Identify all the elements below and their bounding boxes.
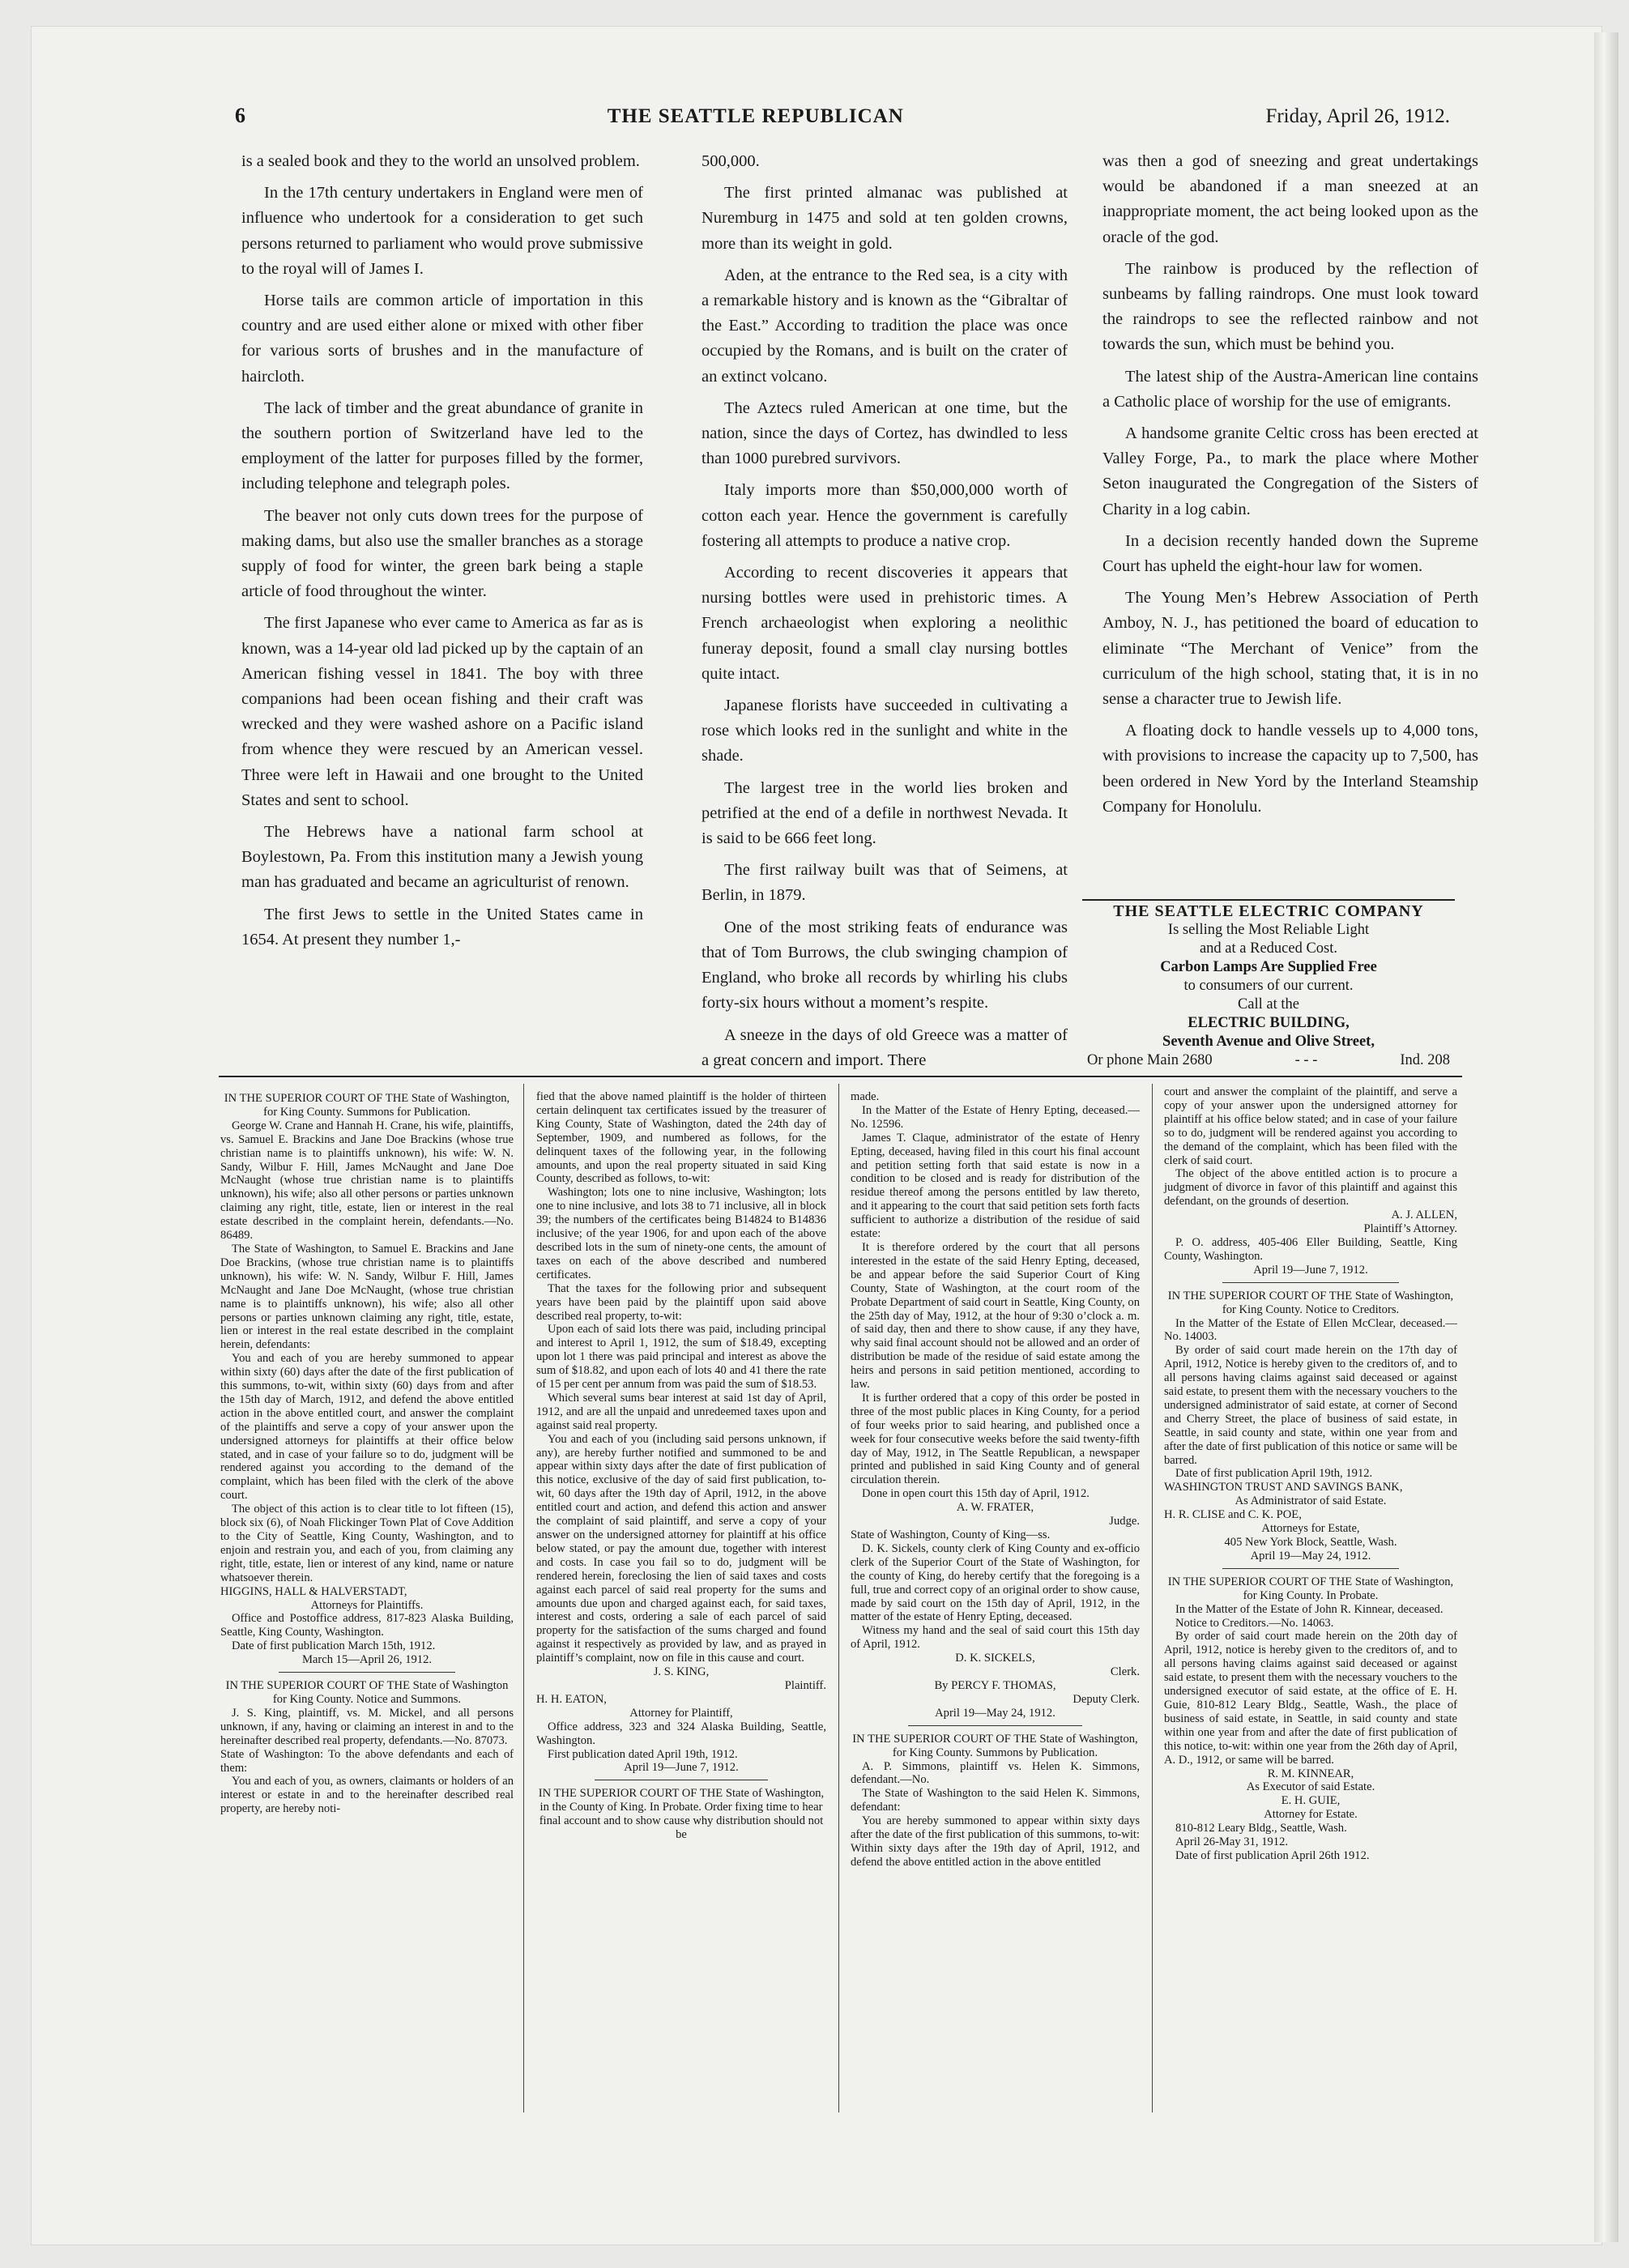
paragraph: A floating dock to handle vessels up to 4,000 tons, with provisions to increase the capacity up to 7,500, has been ordered in New Yord by the Interland Steamship Company for Honolulu. (1102, 722, 1478, 816)
legal-column-1 (220, 1092, 514, 1816)
ad-headline: THE SEATTLE ELECTRIC COMPANY (1113, 902, 1424, 920)
attorney-name: E. H. GUIE, (1281, 1794, 1341, 1808)
ad-phone-main: Or phone Main 2680 (1087, 1052, 1213, 1068)
legal-heading: IN THE SUPERIOR COURT OF THE State of Washington, for King County. Notice to Creditors. (1167, 1289, 1454, 1316)
paragraph: The rainbow is produced by the reflection of sunbeams by falling raindrops. One must look toward the raindrops to see the reflected rainbow and not towards the sun, which must be behind you. (1102, 259, 1478, 354)
ad-line: to consumers of our current. (1183, 978, 1354, 994)
publication-range: April 19—June 7, 1912. (1253, 1263, 1368, 1277)
notice-divider (908, 1725, 1081, 1726)
column-1 (241, 149, 643, 959)
attorney-role: Attorneys for Estate, (1261, 1522, 1360, 1536)
paragraph: In the 17th century undertakers in England were men of influence who undertook for a consideration to get such persons returned to parliament who would prove submissive to the royal will of James I. (241, 184, 643, 278)
publication-range: March 15—April 26, 1912. (301, 1653, 433, 1667)
paragraph: The Aztecs ruled American at one time, but the nation, since the days of Cortez, has dwindled to less than 1000 purebred survivors. (701, 399, 1068, 468)
column-2 (701, 149, 1068, 1080)
legal-paragraph: You and each of you, as owners, claimants or holders of an interest or estate in and to the hereinafter described real property, are hereby noti- (220, 1775, 514, 1816)
paragraph: 500,000. (701, 152, 760, 170)
legal-paragraph: A. P. Simmons, plaintiff vs. Helen K. Simmons, defendant.—No. (851, 1759, 1140, 1787)
attorney-address: Office and Postoffice address, 817-823 Alaska Building, Seattle, King County, Washington. (220, 1612, 514, 1639)
legal-paragraph: made. (851, 1090, 880, 1103)
publication-date: First publication dated April 19th, 1912. (548, 1747, 738, 1761)
ad-line: and at a Reduced Cost. (1199, 940, 1338, 957)
legal-paragraph: James T. Claque, administrator of the estate of Henry Epting, deceased, having filed in this court his final account and petition setting forth that said estate is now in a condition to be closed and is ready for distribution of the residue thereof among the persons entitled by law thereto, and it appearing to the court that said petition sets forth facts sufficient to authorize a distribution of the residue of said estate: (851, 1131, 1140, 1241)
legal-paragraph: fied that the above named plaintiff is the holder of thirteen certain delinquent tax certificates issued by the treasurer of King County, State of Washington, dated the 24th day of September, 1909, and numbered as follows, for the delinquent taxes of the following year, in the following amounts, and upon the real property situated in said King County, described as follows, to-wit: (536, 1090, 826, 1186)
publication-range: April 19—May 24, 1912. (1250, 1549, 1371, 1562)
paragraph: In a decision recently handed down the Supreme Court has upheld the eight-hour law for women. (1102, 531, 1478, 576)
paragraph: Horse tails are common article of importation in this country and are used either alone or mixed with other fiber for various sorts of brushes and in the manufacture of haircloth. (241, 292, 643, 386)
signature: A. J. ALLEN, (1391, 1209, 1457, 1222)
ad-line: ELECTRIC BUILDING, (1188, 1015, 1350, 1031)
legal-paragraph: It is therefore ordered by the court that all persons interested in the estate of the said Henry Epting, deceased, be and appear before the said Superior Court of King County, State of Washington, at the court room of the Probate Department of said court in Seattle, King County, on the 25th day of May, 1912, at the hour of 9:30 o’clock a. m. of said day, then and there to show cause, if any they have, why said final account should not be allowed and an order of distribution be made of the residue of said estate among the heirs and persons in said petition mentioned, according to law. (851, 1240, 1140, 1392)
ad-line: Seventh Avenue and Olive Street, (1162, 1034, 1375, 1050)
legal-paragraph: D. K. Sickels, county clerk of King County and ex-officio clerk of the Superior Court of the State of Washington, for the county of King, do hereby certify that the foregoing is a full, true and correct copy of an original order to show cause, made by said court on the 15th day of April, 1912, in the matter of the estate of Henry Epting, deceased. (851, 1541, 1141, 1624)
page-number: 6 (235, 104, 245, 127)
column-rule (1152, 1084, 1153, 2112)
notice-divider (1222, 1282, 1398, 1283)
legal-heading: IN THE SUPERIOR COURT OF THE State of Washington, for King County. Summons by Publication. (852, 1732, 1138, 1759)
paragraph: Japanese florists have succeeded in cultivating a rose which looks red in the sunlight and white in the shade. (701, 697, 1068, 765)
legal-paragraph: You are hereby summoned to appear within sixty days after the date of the first publication of this summons, to-wit: Within sixty days after the 19th day of April, 1912, and defend the above entitled action in the above entitled (851, 1814, 1140, 1869)
ad-top-rule (1082, 899, 1455, 901)
legal-heading: IN THE SUPERIOR COURT OF THE State of Washington, in the County of King. In Probate. Order fixing time to hear final account and to show cause why distribution should not be (538, 1787, 825, 1842)
notice-divider (1222, 1568, 1398, 1569)
section-rule (219, 1076, 1462, 1077)
judge-name: A. W. FRATER, (956, 1501, 1034, 1515)
paragraph: Italy imports more than $50,000,000 worth of cotton each year. Hence the government is carefully fostering all attempts to produce a native crop. (701, 481, 1068, 550)
legal-heading: IN THE SUPERIOR COURT OF THE State of Washington for King County. Notice and Summons. (225, 1679, 509, 1706)
paragraph: According to recent discoveries it appears that nursing bottles were used in prehistoric times. A French archaeologist when exploring a neolithic funeray deposit, found a small clay nursing bottles quite intact. (701, 564, 1068, 683)
publication-range: April 26-May 31, 1912. (1175, 1835, 1289, 1849)
notice-divider (279, 1672, 454, 1673)
issue-date: Friday, April 26, 1912. (1265, 105, 1450, 127)
judge-role: Judge. (1109, 1515, 1140, 1528)
administrator-role: As Administrator of said Estate. (1235, 1494, 1387, 1508)
legal-paragraph: Done in open court this 15th day of April, 1912. (862, 1487, 1090, 1501)
legal-paragraph: By order of said court made herein on the 20th day of April, 1912, notice is hereby given to the creditors of, and to all persons having claims against said deceased or against said estate, to present them with the necessary vouchers to the undersigned executor of said estate, at the office of E. H. Guie, 810-812 Leary Bldg., Seattle, Wash., the place of business of said estate, in Seattle, in said county and state within one year from and after the date of first publication of this notice, to-wit: within one year from the 26th day of April, A. D., 1912, or same will be barred. (1164, 1630, 1457, 1767)
legal-heading: IN THE SUPERIOR COURT OF THE State of Washington, for King County. In Probate. (1167, 1575, 1454, 1602)
legal-paragraph: In the Matter of the Estate of Ellen McClear, deceased.—No. 14003. (1164, 1316, 1457, 1344)
legal-paragraph: Upon each of said lots there was paid, including principal and interest to April 1, 1912, the sum of $18.49, excepting upon lot 1 there was paid principal and interest as above the sum of $18.82, and upon each of lots 40 and 41 there the rate of 15 per cent per annum from was paid the sum of $18.53. (536, 1323, 826, 1392)
executor-role: As Executor of said Estate. (1246, 1780, 1375, 1794)
legal-column-2 (536, 1090, 826, 1842)
attorney-name: H. R. CLISE and C. K. POE, (1164, 1508, 1302, 1522)
signature-role: Plaintiff. (784, 1678, 826, 1692)
legal-paragraph: court and answer the complaint of the plaintiff, and serve a copy of your answer upon the undersigned attorney for plaintiff at his office below stated; and in case of your failure so to do, judgment will be rendered against you according to the demand of the complaint, which has been filed with the clerk of said court. (1164, 1085, 1457, 1167)
clerk-role: Clerk. (1110, 1665, 1140, 1679)
publication-range: April 19—June 7, 1912. (624, 1761, 739, 1775)
attorney-role: Attorney for Plaintiff, (629, 1706, 733, 1720)
administrator-name: WASHINGTON TRUST AND SAVINGS BANK, (1164, 1481, 1403, 1494)
attorney-role: Attorney for Estate. (1264, 1808, 1358, 1822)
legal-paragraph: It is further ordered that a copy of this order be posted in three of the most public places in King County, for a period of four weeks prior to said hearing, and published once a week for four consecutive weeks before the said twenty-fifth day of May, 1912, in The Seattle Republican, a newspaper printed and published in said King County and of general circulation therein. (851, 1391, 1140, 1487)
column-rule (523, 1084, 524, 2112)
attorney-address: Office address, 323 and 324 Alaska Building, Seattle, Washington. (536, 1720, 826, 1747)
paragraph: The largest tree in the world lies broken and petrified at the end of a defile in northwest Nevada. It is said to be 666 feet long. (701, 778, 1068, 848)
legal-paragraph: Witness my hand and the seal of said court this 15th day of April, 1912. (851, 1624, 1140, 1652)
paragraph: A handsome granite Celtic cross has been erected at Valley Forge, Pa., to mark the place where Mother Seton inaugurated the Congregation of the Sisters of Charity in a log cabin. (1102, 424, 1478, 518)
paragraph: One of the most striking feats of endurance was that of Tom Burrows, the club swinging champion of England, who broke all records by whirling his clubs forty-six hours without a moment’s respite. (701, 918, 1068, 1013)
publication-range: April 19—May 24, 1912. (935, 1706, 1055, 1720)
executor-name: R. M. KINNEAR, (1267, 1767, 1354, 1780)
legal-paragraph: The object of the above entitled action is to procure a judgment of divorce in favor of this plaintiff and against this defendant, on the grounds of desertion. (1164, 1167, 1457, 1209)
publication-date: Date of first publication March 15th, 1912. (232, 1639, 436, 1653)
legal-paragraph: Which several sums bear interest at said 1st day of April, 1912, and are all the unpaid and unredeemed taxes upon and against said real property. (536, 1391, 826, 1432)
legal-paragraph: The State of Washington to the said Helen K. Simmons, defendant: (851, 1787, 1140, 1814)
legal-paragraph: In the Matter of the Estate of Henry Epting, deceased.—No. 12596. (851, 1103, 1140, 1131)
ad-line: Is selling the Most Reliable Light (1167, 922, 1370, 938)
paragraph: The lack of timber and the great abundance of granite in the southern portion of Switzerland have led to the employment of the latter for purposes filled by the former, including telephone and telegraph poles. (241, 399, 643, 493)
publication-date: Date of first publication April 19th, 1912. (1175, 1467, 1373, 1481)
legal-paragraph: J. S. King, plaintiff, vs. M. Mickel, and all persons unknown, if any, having or claiming an interest in and to the hereinafter described real property, defendants.—No. 87073. (220, 1706, 514, 1747)
column-3 (1102, 149, 1478, 826)
paragraph: The first printed almanac was published at Nuremburg in 1475 and sold at ten golden crowns, more than its weight in gold. (701, 184, 1068, 253)
page-edge (1594, 32, 1618, 2242)
publication-date: Date of first publication April 26th 1912. (1175, 1848, 1370, 1862)
ad-line: Carbon Lamps Are Supplied Free (1160, 959, 1377, 975)
legal-paragraph: In the Matter of the Estate of John R. Kinnear, deceased. (1175, 1602, 1443, 1616)
signature-role: Plaintiff’s Attorney. (1363, 1222, 1457, 1236)
legal-paragraph: The State of Washington, to Samuel E. Brackins and Jane Doe Brackins, (whose true christian name is to plaintiffs unknown), his wife: W. N. Sandy, Wilbur F. Hill, James McNaught and Jane Doe McNaught, (whose true christian name is to plaintiffs unknown), his wife; also all other persons or parties unknown claiming any right, title, estate, lien or interest in the real estate described in the complaint herein, defendants: (220, 1242, 514, 1352)
paragraph: The Young Men’s Hebrew Association of Perth Amboy, N. J., has petitioned the board of education to eliminate “The Merchant of Venice” from the curriculum of the high school, stating that, it is in no sense a character true to Jewish life. (1102, 589, 1478, 709)
legal-paragraph: Notice to Creditors.—No. 14063. (1175, 1616, 1334, 1630)
ad-phone-row (1082, 1051, 1455, 1070)
legal-paragraph: George W. Crane and Hannah H. Crane, his wife, plaintiffs, vs. Samuel E. Brackins and Jane Doe Brackins (whose true christian name is to plaintiffs unknown), his wife: W. N. Sandy, Wilbur F. Hill, James McNaught and Jane Doe McNaught (whose true christian name is to plaintiffs unknown), his wife; also all other persons or parties unknown claiming any right, title, estate, lien or interest in the real estate described in the complaint herein, defendants.—No. 86489. (220, 1119, 514, 1243)
legal-column-4 (1164, 1085, 1457, 1863)
legal-paragraph: You and each of you are hereby summoned to appear within sixty (60) days after the date of the first publication of this summons, to-wit, within sixty (60) days from and after the 15th day of March, 1912, and defend the above entitled action in the above entitled court, and answer the complaint of the plaintiffs and serve a copy of your answer upon the undersigned attorneys for plaintiffs at their office below stated, and in case of your failure so to do, judgment will be rendered against you according to the demand of the complaint, which has been filed with the clerk of the above court. (220, 1352, 514, 1503)
clerk-name: D. K. SICKELS, (955, 1652, 1035, 1665)
paragraph: The first Jews to settle in the United States came in 1654. At present they number 1,- (241, 905, 643, 949)
masthead (235, 104, 1450, 136)
ad-line: Call at the (1237, 996, 1300, 1013)
legal-paragraph: Washington; lots one to nine inclusive, Washington; lots one to nine inclusive, and lots 38 to 71 inclusive, all in block 39; the numbers of the certificates being B14824 to B14836 inclusive; of the year 1906, for and upon each of the above described lots in the sum of ninety-one cents, the amount of taxes on each of the above described and numbered certificates. (536, 1186, 826, 1281)
legal-paragraph: You and each of you (including said persons unknown, if any), are hereby further notified and summoned to be and appear within sixty days after the date of first publication of this notice, exclusive of the day of said first publication, to-wit, 60 days after the 19th day of April, 1912, in the above entitled court and action, and defend this action and answer the complaint of said plaintiff, and serve a copy of your answer on the undersigned attorney for plaintiff at his office below stated, or pay the amount due, together with interest and costs. In case you fail so to do, judgment will be rendered herein, foreclosing the lien of said taxes and costs against each parcel of said real property for the sums and amounts due upon and charged against each, for said taxes, interest and costs, ordering a sale of each parcel of said property for the satisfaction of the sums charged and found against it respectively as provided by law, and as prayed in plaintiff’s complaint, now on file in this cause and court. (536, 1432, 826, 1665)
legal-column-3 (851, 1090, 1140, 1869)
legal-paragraph: That the taxes for the following prior and subsequent years have been paid by the plaintiff upon said above described real property, to-wit: (536, 1281, 826, 1323)
ad-phone-ind: Ind. 208 (1400, 1052, 1450, 1068)
deputy-role: Deputy Clerk. (1072, 1692, 1140, 1706)
attorney-address: 810-812 Leary Bldg., Seattle, Wash. (1175, 1822, 1347, 1835)
column-rule (838, 1084, 839, 2112)
legal-paragraph: State of Washington, County of King—ss. (851, 1528, 1051, 1541)
attorney-address: 405 New York Block, Seattle, Wash. (1224, 1536, 1397, 1549)
paragraph: The first railway built was that of Seimens, at Berlin, in 1879. (701, 861, 1068, 905)
signature: J. S. KING, (653, 1665, 710, 1679)
paragraph: The first Japanese who ever came to America as far as is known, was a 14-year old lad picked up by the captain of an American fishing vessel in 1841. The boy with three companions had been ocean fishing and their craft was wrecked and they were washed ashore on a Pacific island from whence they were rescued by an American vessel. Three were left in Hawaii and one brought to the United States and sent to school. (241, 614, 643, 809)
paragraph: is a sealed book and they to the world an unsolved problem. (241, 152, 640, 170)
paragraph: The beaver not only cuts down trees for the purpose of making dams, but also use the smaller branches as a storage supply of food for winter, the green bark being a staple article of food throughout the winter. (241, 506, 643, 601)
attorney-name: H. H. EATON, (536, 1692, 607, 1706)
paragraph: A sneeze in the days of old Greece was a matter of a great concern and import. There (701, 1025, 1068, 1069)
deputy-name: By PERCY F. THOMAS, (934, 1678, 1056, 1692)
paragraph: Aden, at the entrance to the Red sea, is a city with a remarkable history and is known as the “Gibraltar of the East.” According to tradition the place was once occupied by the Romans, and is built on the crater of an extinct volcano. (701, 266, 1068, 386)
attorney-address: P. O. address, 405-406 Eller Building, Seattle, King County, Washington. (1164, 1235, 1457, 1263)
attorney-name: HIGGINS, HALL & HALVERSTADT, (220, 1584, 407, 1598)
paragraph: The latest ship of the Austra-American line contains a Catholic place of worship for the use of emigrants. (1102, 367, 1478, 411)
legal-paragraph: By order of said court made herein on the 17th day of April, 1912, Notice is hereby given to the creditors of, and to all persons having claims against said deceased or against said estate, to present them with the necessary vouchers to the undersigned administrator of said estate, at corner of Second and Cherry Street, the place of business of said estate, in Seattle, in said county and state, within one year from and after the date of first publication of this notice or same will be barred. (1164, 1344, 1457, 1467)
paragraph: The Hebrews have a national farm school at Boylestown, Pa. From this institution many a Jewish young man has graduated and became an agriculturist of renown. (241, 823, 643, 892)
attorney-role: Attorneys for Plaintiffs. (310, 1598, 424, 1612)
newspaper-title: THE SEATTLE REPUBLICAN (607, 105, 904, 127)
legal-paragraph: State of Washington: To the above defendants and each of them: (220, 1747, 514, 1775)
legal-paragraph: The object of this action is to clear title to lot fifteen (15), block six (6), of Noah Flickinger Town Plat of Cove Addition to the City of Seattle, King County, Washington, and to enjoin and restrain you, and each of you, from claiming any right, title, estate, lien or interest of any kind, name or nature whatsoever therein. (220, 1503, 514, 1584)
legal-heading: IN THE SUPERIOR COURT OF THE State of Washington, for King County. Summons for Publication. (224, 1092, 510, 1119)
electric-company-ad (1082, 902, 1455, 1070)
paragraph: was then a god of sneezing and great undertakings would be abandoned if a man sneezed at an inappropriate moment, the act being looked upon as the oracle of the god. (1102, 152, 1478, 246)
ad-phone-dash: - - - (1294, 1052, 1318, 1068)
